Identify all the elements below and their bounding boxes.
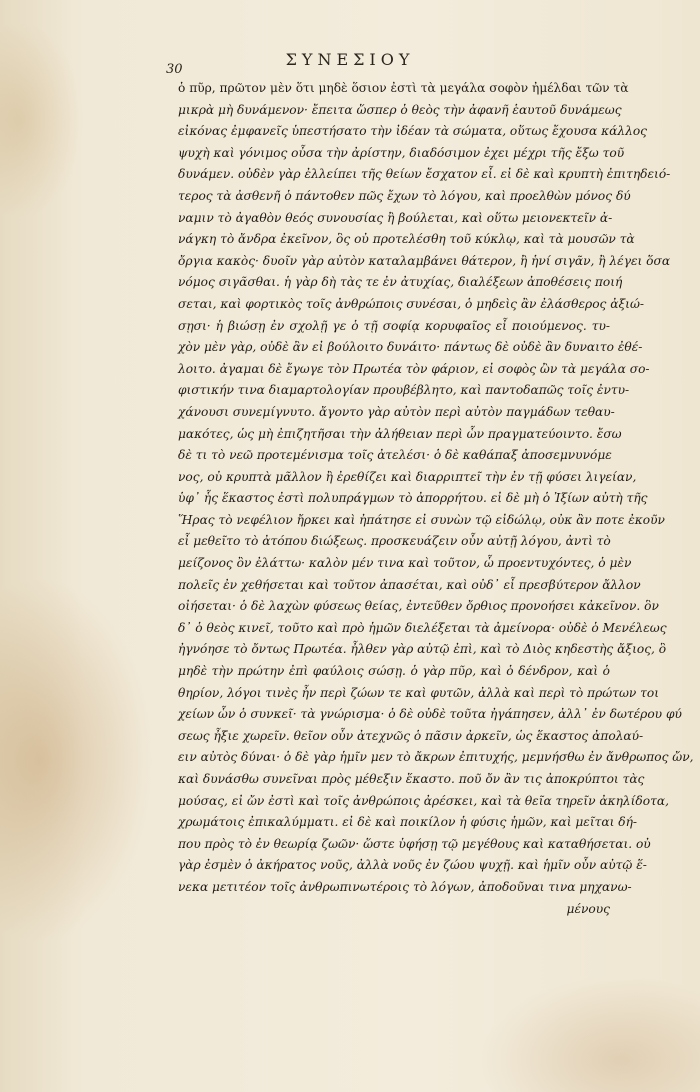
- text-line: Ἥρας τὸ νεφέλιον ἤρκει καὶ ἠπάτησε εἰ συνὼν τῷ εἰδώλῳ, οὐκ ἂν ποτε ἐκοῦν: [178, 512, 665, 527]
- text-line: ὑφ᾽ ἧς ἕκαστος ἐστὶ πολυπράγμων τὸ ἀπορρήτου. εἰ δὲ μὴ ὁ Ἰξίων αὐτὴ τῆς: [178, 491, 648, 506]
- running-head: ΣΥΝΕΣΙΟΥ: [285, 50, 415, 69]
- text-line: μικρὰ μὴ δυνάμενον· ἔπειτα ὥσπερ ὁ θεὸς τὴν ἀφανῆ ἑαυτοῦ δυνάμεως: [178, 102, 622, 117]
- text-line: ὁ πῦρ, πρῶτον μὲν ὅτι μηδὲ ὅσιον ἐστὶ τὰ μεγάλα σοφὸν ἠμέλδαι τῶν τὰ: [178, 81, 629, 95]
- text-line: ἠγνόησε τὸ ὄντως Πρωτέα. ἦλθεν γὰρ αὐτῷ ἐπὶ, καὶ τὸ Διὸς κηδεστὴς ἄξιος, ὃ: [178, 642, 667, 657]
- text-line: εἰκόνας ἐμφανεῖς ὑπεστήσατο τὴν ἰδέαν τὰ σώματα, οὕτως ἔχουσα κάλλος: [178, 124, 647, 139]
- text-line: φιστικήν τινα διαμαρτολογίαν προυβέβλητο, καὶ παντοδαπῶς τοῖς ἐντυ-: [178, 383, 630, 398]
- text-line: μακότες, ὡς μὴ ἐπιζητῆσαι τὴν ἀλήθειαν περὶ ὧν πραγματεύοιντο. ἔσω: [178, 426, 622, 441]
- text-line: μείζονος ὂν ἐλάττω· καλὸν μέν τινα καὶ τοῦτον, ὧ προεντυχόντες, ὁ μὲν: [178, 556, 632, 571]
- text-line: μηδὲ τὴν πρώτην ἐπὶ φαύλοις σώσῃ. ὁ γὰρ πῦρ, καὶ ὁ δένδρον, καὶ ὁ: [178, 664, 610, 679]
- text-line: νόμος σιγᾶσθαι. ἡ γὰρ δὴ τὰς τε ἐν ἀτυχίας, διαλέξεων ἀποθέσεις ποιή: [178, 275, 623, 290]
- text-line: ψυχὴ καὶ γόνιμος οὖσα τὴν ἀρίστην, διαδόσιμον ἐχει μέχρι τῆς ἔξω τοῦ: [178, 145, 625, 160]
- text-line: πολεῖς ἐν χεθήσεται καὶ τοῦτον ἀπασέται, καὶ οὐδ᾽ εἶ πρεσβύτερον ἄλλον: [178, 577, 641, 592]
- text-line: σεως ἦξιε χωρεῖν. θεῖον οὖν ἀτεχνῶς ὁ πᾶσιν ἀρκεῖν, ὡς ἕκαστος ἀπολαύ-: [178, 728, 644, 743]
- text-line: δὲ τι τὸ νεῶ προτεμένισμα τοῖς ἀτελέσι· ὁ δὲ καθάπαξ ἀποσεμνυνόμε: [178, 448, 612, 463]
- text-line: καὶ δυνάσθω συνεῖναι πρὸς μέθεξιν ἕκαστο. ποῦ ὄν ἂν τις ἀποκρύπτοι τὰς: [178, 772, 645, 786]
- text-line: ὄργια κακὸς· δυοῖν γὰρ αὐτὸν καταλαμβάνει θάτερον, ἢ ἡνί σιγᾶν, ἢ λέγει ὅσα: [178, 253, 671, 268]
- text-line: δ᾽ ὁ θεὸς κινεῖ, τοῦτο καὶ πρὸ ἡμῶν διελέξεται τὰ ἀμείνορα· οὐδὲ ὁ Μενέλεως: [178, 620, 667, 635]
- text-line: μούσας, εἰ ὤν ἐστὶ καὶ τοῖς ἀνθρώποις ἀρέσκει, καὶ τὰ θεῖα τηρεῖν ἀκηλίδοτα,: [178, 793, 669, 808]
- text-line: που πρὸς τὸ ἐν θεωρίᾳ ζωῶν· ὥστε ὑφήσῃ τῷ μεγέθους καὶ καταθήσεται. οὐ: [178, 836, 651, 851]
- text-line: σεται, καὶ φορτικὸς τοῖς ἀνθρώποις συνέσαι, ὁ μηδεὶς ἂν ἐλάσθερος ἀξιώ-: [178, 296, 645, 311]
- text-line: θηρίον, λόγοι τινὲς ἦν περὶ ζώων τε καὶ φυτῶν, ἀλλὰ καὶ περὶ τὸ πρώτων τοι: [178, 685, 660, 700]
- text-line: νος, οὐ κρυπτὰ μᾶλλον ἢ ἐρεθίζει καὶ διαρριπτεῖ τὴν ἐν τῇ φύσει λιγείαν,: [178, 469, 637, 484]
- text-line: δυνάμεν. οὐδὲν γὰρ ἐλλείπει τῆς θείων ἔσχατον εἶ. εἰ δὲ καὶ κρυπτὴ ἐπιτηδειό-: [178, 167, 671, 182]
- text-line: οἰήσεται· ὁ δὲ λαχὼν φύσεως θείας, ἐντεῦθεν ὄρθιος προνοήσει κἀκεῖνον. ὃν: [178, 599, 659, 614]
- text-line: μένους: [566, 901, 610, 916]
- text-line: χρωμάτοις ἐπικαλύμματι. εἰ δὲ καὶ ποικίλον ἡ φύσις ἡμῶν, καὶ μεῖται δή-: [178, 815, 638, 830]
- text-line: γὰρ ἐσμὲν ὁ ἀκήρατος νοῦς, ἀλλὰ νοῦς ἐν ζώου ψυχῇ. καὶ ἡμῖν οὖν αὐτῷ ἕ-: [178, 858, 647, 873]
- text-line: χάνουσι συνεμίγνυτο. ἄγοντο γὰρ αὐτὸν περὶ αὐτὸν παγμάδων τεθαυ-: [178, 404, 615, 419]
- text-line: χὸν μὲν γὰρ, οὐδὲ ἂν εἰ βούλοιτο δυνάιτο· πάντως δὲ οὐδὲ ἂν δυναιτο ἐθέ-: [178, 340, 643, 355]
- body-text: [178, 78, 694, 920]
- text-line: νεκα μετιτέον τοῖς ἀνθρωπινωτέροις τὸ λόγων, ἀποδοῦναι τινα μηχανω-: [178, 879, 632, 894]
- text-line: τερος τὰ ἀσθενῆ ὁ πάντοθεν πῶς ἔχων τὸ λόγου, καὶ προελθὼν μόνος δύ: [178, 188, 631, 203]
- text-line: χείων ὧν ὁ συνκεῖ· τὰ γνώρισμα· ὁ δὲ οὐδὲ τοῦτα ἠγάπησεν, ἀλλ᾽ ἐν δωτέρου φύ: [178, 707, 682, 722]
- text-line: ειν αὐτὸς δύναι· ὁ δὲ γὰρ ἡμῖν μεν τὸ ἄκρων ἐπιτυχής, μεμνήσθω ἐν ἄνθρωπος ὤν,: [178, 750, 694, 765]
- text-line: σῃσι· ἡ βιώσῃ ἐν σχολῇ γε ὁ τῇ σοφίᾳ κορυφαῖος εἶ ποιούμενος. τυ-: [178, 318, 610, 333]
- text-line: ναμιν τὸ ἀγαθὸν θεός συνουσίας ἢ βούλεται, καὶ οὕτω μειονεκτεῖν ἀ-: [178, 210, 613, 225]
- text-line: λοιτο. ἀγαμαι δὲ ἔγωγε τὸν Πρωτέα τὸν φάριον, εἰ σοφὸς ὢν τὰ μεγάλα σο-: [178, 361, 650, 376]
- page-number: 30: [166, 62, 183, 77]
- text-line: νάγκη τὸ ἄνδρα ἐκεῖνον, ὃς οὐ προτελέσθη τοῦ κύκλῳ, καὶ τὰ μουσῶν τὰ: [178, 232, 635, 247]
- text-line: εἶ μεθεῖτο τὸ ἀτόπου διώξεως. προσκευάζειν οὖν αὐτῇ λόγου, ἀντὶ τὸ: [178, 534, 611, 549]
